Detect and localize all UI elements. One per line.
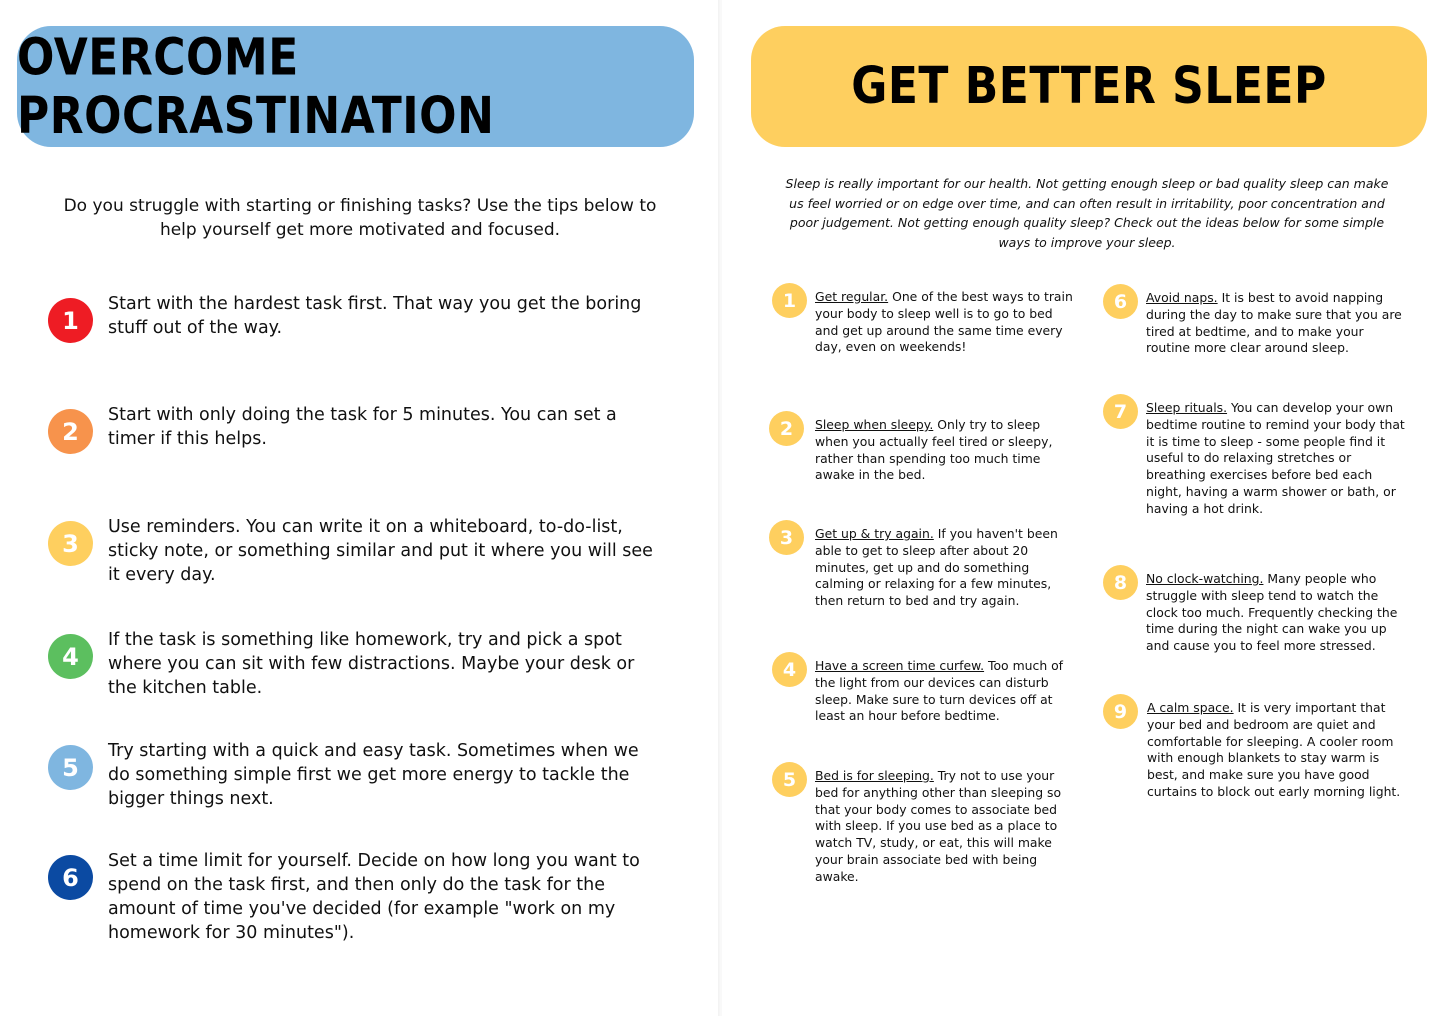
step-body (815, 768, 1081, 886)
step-body (815, 417, 1073, 484)
step-body (815, 658, 1067, 725)
tip-text: Use reminders. You can write it on a whiteboard, to-do-list, sticky note, or something similar and put it where you will see it every day. (108, 517, 653, 585)
step-heading: Sleep when sleepy. (815, 417, 934, 432)
step-heading: Bed is for sleeping. (815, 768, 934, 783)
step-number-badge: 8 (1103, 565, 1138, 600)
step-number-badge: 9 (1103, 694, 1138, 729)
tip-text: Try starting with a quick and easy task. Sometimes when we do something simple first we get more energy to tackle the bigger things next. (108, 741, 639, 809)
sleep-banner (751, 26, 1427, 147)
tip-number-badge: 5 (48, 745, 93, 790)
step-body (815, 526, 1081, 610)
tip-text: Start with only doing the task for 5 minutes. You can set a timer if this helps. (108, 405, 617, 449)
step-text: It is best to avoid napping during the day to make sure that you are tired at bedtime, and to make your routine more clear around sleep. (1146, 290, 1402, 356)
procrastination-banner (17, 26, 694, 147)
sleep-title: GET BETTER SLEEP (851, 57, 1327, 116)
sleep-intro: Sleep is really important for our health. Not getting enough sleep or bad quality sleep can make us feel worried or on edge over time, and can often result in irritability, poor concentration and poor judgement. Not getting enough quality sleep? Check out the ideas below for some simple ways to improve your sleep. (785, 176, 1389, 250)
step-body (1146, 400, 1410, 518)
tip-text: Start with the hardest task first. That way you get the boring stuff out of the way. (108, 294, 642, 338)
step-heading: Get regular. (815, 289, 889, 304)
step-text: One of the best ways to train your body to sleep well is to go to bed and get up around the same time every day, even on weekends! (815, 289, 1073, 355)
tip-number-badge: 3 (48, 521, 93, 566)
step-number-badge: 7 (1103, 394, 1138, 429)
tip-text: Set a time limit for yourself. Decide on how long you want to spend on the task first, and then only do the task for the amount of time you've decided (for example "work on my homework for 30 minutes"). (108, 851, 640, 943)
step-number-badge: 4 (772, 652, 807, 687)
step-heading: A calm space. (1147, 700, 1234, 715)
step-text: It is very important that your bed and bedroom are quiet and comfortable for sleeping. A cooler room with enough blankets to stay warm is best, and make sure you have good curtains to block out early morning light. (1147, 700, 1401, 799)
tip-number-badge: 4 (48, 634, 93, 679)
step-number-badge: 2 (769, 411, 804, 446)
step-body (1146, 290, 1410, 357)
step-text: Only try to sleep when you actually feel tired or sleepy, rather than spending too much time awake in the bed. (815, 417, 1053, 483)
step-body (815, 289, 1073, 356)
procrastination-title: OVERCOME PROCRASTINATION (17, 27, 495, 146)
step-heading: No clock-watching. (1146, 571, 1264, 586)
step-heading: Get up & try again. (815, 526, 934, 541)
step-heading: Sleep rituals. (1146, 400, 1228, 415)
tip-number-badge: 1 (48, 298, 93, 343)
sleep-page (722, 0, 1445, 1016)
step-text: Too much of the light from our devices can disturb sleep. Make sure to turn devices off at least an hour before bedtime. (815, 658, 1064, 724)
step-text: If you haven't been able to get to sleep after about 20 minutes, get up and do something calming or relaxing for a few minutes, then return to bed and try again. (815, 526, 1058, 609)
step-heading: Have a screen time curfew. (815, 658, 985, 673)
step-number-badge: 5 (772, 762, 807, 797)
tip-text: If the task is something like homework, try and pick a spot where you can sit with few distractions. Maybe your desk or the kitchen table. (108, 630, 635, 698)
step-number-badge: 3 (769, 520, 804, 555)
tip-number-badge: 6 (48, 855, 93, 900)
step-text: Try not to use your bed for anything other than sleeping so that your body comes to associate bed with sleep. If you use bed as a place to watch TV, study, or eat, this will make your brain associate bed with being awake. (815, 768, 1062, 884)
step-body (1146, 571, 1410, 655)
procrastination-page (0, 0, 720, 1016)
procrastination-intro: Do you struggle with starting or finishing tasks? Use the tips below to help yourself get more motivated and focused. (63, 196, 657, 240)
step-number-badge: 6 (1103, 284, 1138, 319)
step-heading: Avoid naps. (1146, 290, 1218, 305)
step-body (1147, 700, 1413, 801)
step-text: You can develop your own bedtime routine to remind your body that it is time to sleep - some people find it useful to do relaxing stretches or breathing exercises before bed each night, having a warm shower or bath, or having a hot drink. (1146, 400, 1405, 516)
step-number-badge: 1 (772, 283, 807, 318)
tip-number-badge: 2 (48, 409, 93, 454)
step-text: Many people who struggle with sleep tend to watch the clock too much. Frequently checking the time during the night can wake you up and cause you to feel more stressed. (1146, 571, 1398, 654)
